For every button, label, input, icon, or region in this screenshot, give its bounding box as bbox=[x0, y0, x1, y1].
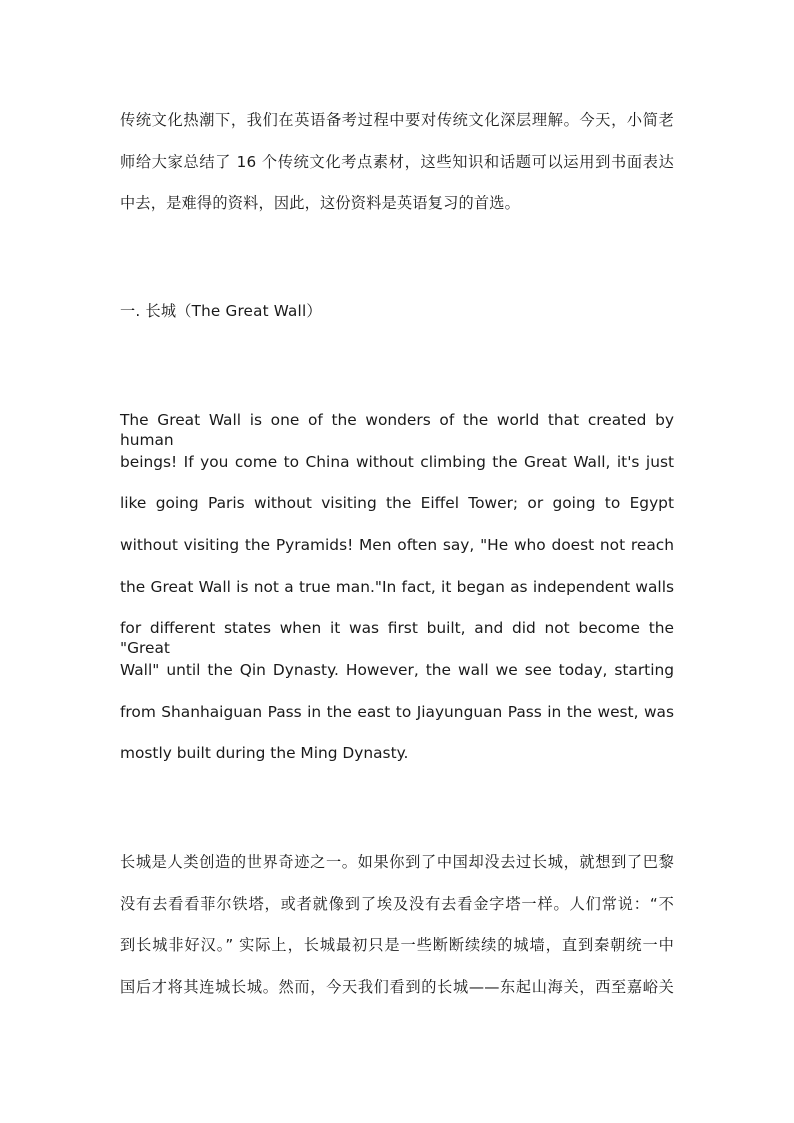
english-line-2: beings! If you come to China without climbing the Great Wall, it's just bbox=[120, 453, 674, 471]
english-line-3: like going Paris without visiting the Eiffel Tower; or going to Egypt bbox=[120, 494, 674, 512]
chinese-line-2: 没有去看看菲尔铁塔，或者就像到了埃及没有去看金字塔一样。人们常说：“不 bbox=[120, 895, 674, 913]
english-line-7: Wall" until the Qin Dynasty. However, the wall we see today, starting bbox=[120, 661, 674, 679]
english-line-9: mostly built during the Ming Dynasty. bbox=[120, 744, 409, 762]
english-line-6: for different states when it was first built, and did not become the "Great bbox=[120, 619, 674, 657]
chinese-line-4: 国后才将其连城长城。然而，今天我们看到的长城——东起山海关，西至嘉峪关 bbox=[120, 978, 674, 996]
section-heading-great-wall: 一. 长城（The Great Wall） bbox=[120, 302, 322, 320]
english-line-5: the Great Wall is not a true man."In fact, it began as independent walls bbox=[120, 578, 674, 596]
intro-line-2: 师给大家总结了 16 个传统文化考点素材，这些知识和话题可以运用到书面表达 bbox=[120, 153, 674, 171]
intro-line-3: 中去，是难得的资料，因此，这份资料是英语复习的首选。 bbox=[120, 194, 521, 212]
english-line-1: The Great Wall is one of the wonders of the world that created by human bbox=[120, 411, 674, 449]
chinese-line-1: 长城是人类创造的世界奇迹之一。如果你到了中国却没去过长城，就想到了巴黎 bbox=[120, 853, 674, 871]
intro-line-1: 传统文化热潮下，我们在英语备考过程中要对传统文化深层理解。今天，小简老 bbox=[120, 111, 674, 129]
english-line-4: without visiting the Pyramids! Men often say, "He who doest not reach bbox=[120, 536, 674, 554]
document-page bbox=[120, 0, 674, 1123]
chinese-line-3: 到长城非好汉。” 实际上，长城最初只是一些断断续续的城墙，直到秦朝统一中 bbox=[120, 936, 674, 954]
english-line-8: from Shanhaiguan Pass in the east to Jiayunguan Pass in the west, was bbox=[120, 703, 674, 721]
